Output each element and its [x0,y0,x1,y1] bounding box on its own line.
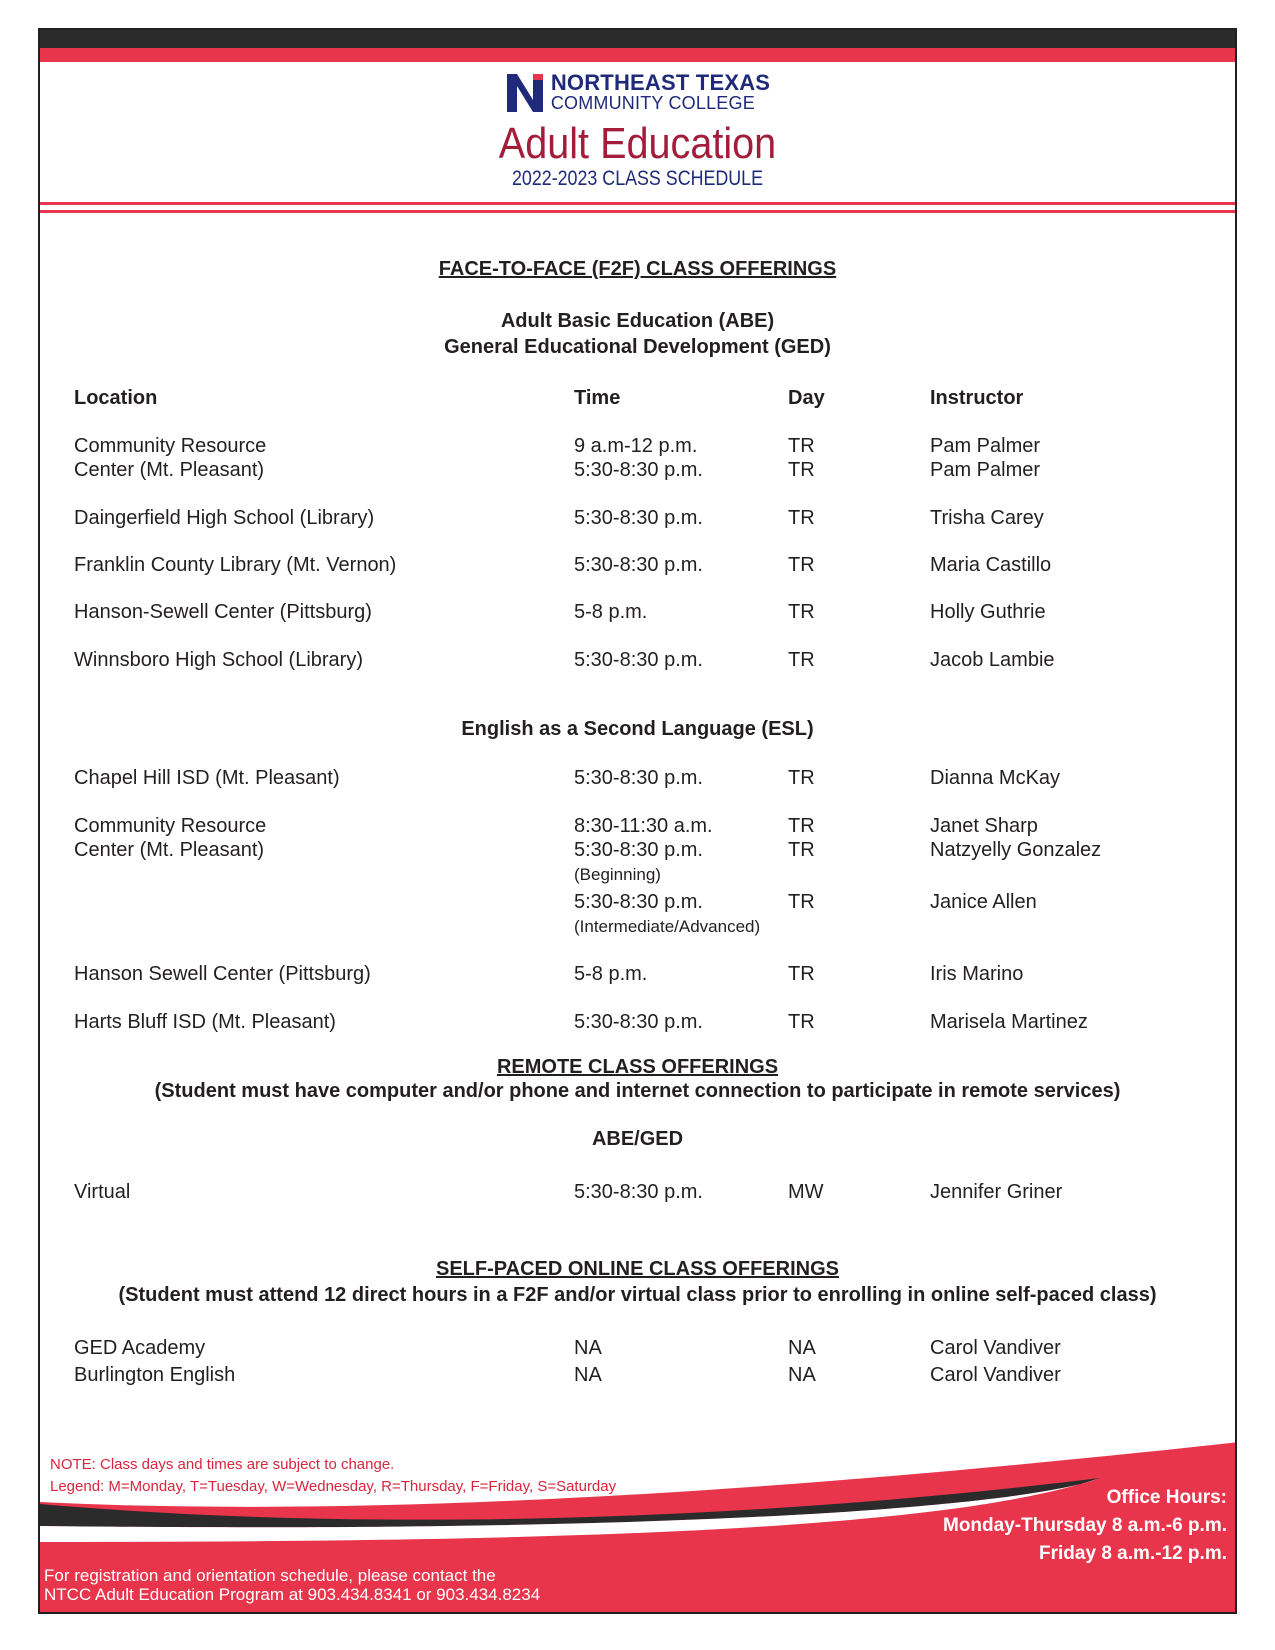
selfpaced-heading: SELF-PACED ONLINE CLASS OFFERINGS [436,1258,839,1280]
day-cell: NA [788,1337,816,1359]
time-cell: NA [574,1337,602,1359]
time-cell: 8:30-11:30 a.m. [574,815,713,837]
location-cell: Community Resource [74,815,267,837]
day-cell: TR [788,649,815,671]
instructor-cell: Jennifer Griner [930,1181,1063,1203]
top-dark-band [40,30,1235,48]
day-cell: MW [788,1181,824,1203]
time-cell: 5:30-8:30 p.m. [574,891,703,913]
col-time: Time [574,387,621,409]
time-cell: 5-8 p.m. [574,601,648,623]
f2f-heading: FACE-TO-FACE (F2F) CLASS OFFERINGS [438,258,837,280]
header-divider-top [40,202,1235,205]
instructor-cell: Trisha Carey [930,507,1044,529]
day-cell: TR [788,507,815,529]
instructor-cell: Janet Sharp [930,815,1038,837]
location-cell: Chapel Hill ISD (Mt. Pleasant) [74,767,340,789]
instructor-cell: Carol Vandiver [930,1337,1061,1359]
instructor-cell: Pam Palmer [930,435,1041,457]
contact-info [44,1566,540,1604]
instructor-cell: Natzyelly Gonzalez [930,839,1102,861]
time-cell: 5:30-8:30 p.m. [574,649,703,671]
level-note: (Intermediate/Advanced) [574,917,761,936]
page-subtitle: 2022-2023 CLASS SCHEDULE [511,167,764,191]
instructor-cell: Carol Vandiver [930,1364,1061,1386]
ntcc-n-logo-icon [505,70,545,114]
day-cell: TR [788,891,815,913]
day-cell: TR [788,459,815,481]
instructor-cell: Dianna McKay [930,767,1061,789]
esl-heading: English as a Second Language (ESL) [461,718,814,740]
col-instructor: Instructor [930,387,1024,409]
time-cell: 5:30-8:30 p.m. [574,554,703,576]
location-cell: Hanson-Sewell Center (Pittsburg) [74,601,372,623]
schedule-page [38,28,1237,1614]
instructor-cell: Iris Marino [930,963,1024,985]
location-cell: Harts Bluff ISD (Mt. Pleasant) [74,1011,336,1033]
location-cell: Center (Mt. Pleasant) [74,459,265,481]
instructor-cell: Marisela Martinez [930,1011,1088,1033]
office-hours [943,1484,1227,1568]
time-cell: 5:30-8:30 p.m. [574,1011,703,1033]
college-logo [505,70,770,114]
office-hours-title: Office Hours: [1106,1487,1227,1508]
location-cell: Virtual [74,1181,131,1203]
office-hours-weekdays: Monday-Thursday 8 a.m.-6 p.m. [943,1515,1227,1536]
instructor-cell: Pam Palmer [930,459,1041,481]
office-hours-friday: Friday 8 a.m.-12 p.m. [1039,1543,1227,1564]
time-cell: 5-8 p.m. [574,963,648,985]
remote-subheading: (Student must have computer and/or phone and internet connection to participate in remote services) [154,1080,1121,1102]
day-cell: TR [788,839,815,861]
remote-program: ABE/GED [591,1128,684,1150]
instructor-cell: Holly Guthrie [930,601,1046,623]
location-cell: Community Resource [74,435,267,457]
ged-program-title: General Educational Development (GED) [444,336,831,358]
time-cell: 5:30-8:30 p.m. [574,1181,703,1203]
time-cell: 5:30-8:30 p.m. [574,767,703,789]
footer [40,1442,1235,1612]
contact-line-2: NTCC Adult Education Program at 903.434.8341 or 903.434.8234 [44,1585,541,1604]
header-divider-bottom [40,210,1235,213]
day-cell: TR [788,1011,815,1033]
instructor-cell: Janice Allen [930,891,1037,913]
location-cell: Winnsboro High School (Library) [74,649,364,671]
day-cell: TR [788,815,815,837]
location-cell: Hanson Sewell Center (Pittsburg) [74,963,371,985]
location-cell: Center (Mt. Pleasant) [74,839,265,861]
top-red-band [40,48,1235,62]
time-cell: 5:30-8:30 p.m. [574,459,703,481]
logo-line-1: NORTHEAST TEXAS [550,70,771,95]
day-cell: TR [788,435,815,457]
contact-line-1: For registration and orientation schedule, please contact the [44,1566,496,1585]
selfpaced-subheading: (Student must attend 12 direct hours in a F2F and/or virtual class prior to enrolling in online self-paced class) [118,1284,1157,1306]
day-cell: TR [788,601,815,623]
time-cell: 5:30-8:30 p.m. [574,507,703,529]
level-note: (Beginning) [574,865,661,884]
col-day: Day [788,387,825,409]
location-cell: Franklin County Library (Mt. Vernon) [74,554,397,576]
day-cell: TR [788,554,815,576]
header [40,70,1235,190]
col-location: Location [74,387,158,409]
logo-line-2: COMMUNITY COLLEGE [550,93,755,113]
time-cell: 5:30-8:30 p.m. [574,839,703,861]
location-cell: Daingerfield High School (Library) [74,507,375,529]
location-cell: GED Academy [74,1337,206,1359]
instructor-cell: Jacob Lambie [930,649,1055,671]
location-cell: Burlington English [74,1364,236,1386]
instructor-cell: Maria Castillo [930,554,1052,576]
footer-note: NOTE: Class days and times are subject to change. [50,1456,395,1473]
page-title: Adult Education [498,119,777,168]
footer-legend: Legend: M=Monday, T=Tuesday, W=Wednesday, R=Thursday, F=Friday, S=Saturday [50,1478,617,1495]
day-cell: NA [788,1364,816,1386]
remote-heading: REMOTE CLASS OFFERINGS [496,1056,779,1078]
time-cell: 9 a.m-12 p.m. [574,435,698,457]
time-cell: NA [574,1364,602,1386]
abe-program-title: Adult Basic Education (ABE) [500,310,775,332]
day-cell: TR [788,963,815,985]
day-cell: TR [788,767,815,789]
